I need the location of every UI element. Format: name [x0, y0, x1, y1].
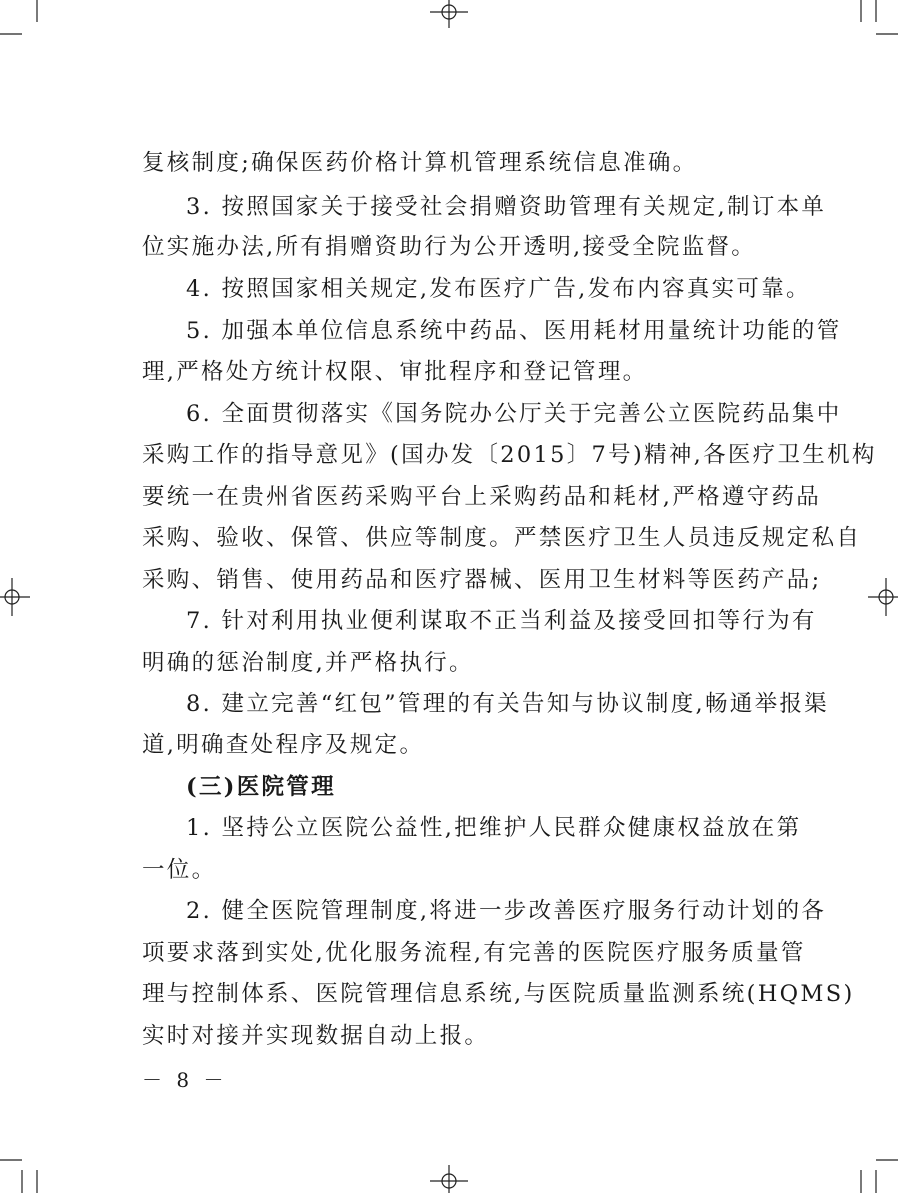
body-line: 项要求落到实处,优化服务流程,有完善的医院医疗服务质量管: [142, 940, 806, 966]
body-line: 一位。: [142, 857, 217, 883]
body-line: 复核制度;确保医药价格计算机管理系统信息准确。: [142, 150, 698, 176]
section-heading: (三)医院管理: [186, 774, 336, 800]
body-line: 1. 坚持公立医院公益性,把维护人民群众健康权益放在第: [186, 815, 802, 841]
body-line: 位实施办法,所有捐赠资助行为公开透明,接受全院监督。: [142, 234, 757, 260]
body-line: 采购工作的指导意见》(国办发〔2015〕7号)精神,各医疗卫生机构: [142, 442, 877, 468]
body-line: 6. 全面贯彻落实《国务院办公厅关于完善公立医院药品集中: [186, 401, 842, 427]
body-line: 7. 针对利用执业便利谋取不正当利益及接受回扣等行为有: [186, 608, 817, 634]
body-line: 3. 按照国家关于接受社会捐赠资助管理有关规定,制订本单: [186, 194, 827, 220]
body-line: 采购、销售、使用药品和医疗器械、医用卫生材料等医药产品;: [142, 567, 822, 593]
body-line: 要统一在贵州省医药采购平台上采购药品和耗材,严格遵守药品: [142, 484, 822, 510]
body-line: 4. 按照国家相关规定,发布医疗广告,发布内容真实可靠。: [186, 276, 811, 302]
body-line: 采购、验收、保管、供应等制度。严禁医疗卫生人员违反规定私自: [142, 525, 862, 551]
body-line: 道,明确查处程序及规定。: [142, 732, 425, 758]
body-line: 2. 健全医院管理制度,将进一步改善医疗服务行动计划的各: [186, 898, 827, 924]
page-number: － 8 －: [142, 1068, 228, 1092]
body-line: 8. 建立完善“红包”管理的有关告知与协议制度,畅通举报渠: [186, 691, 829, 717]
body-line: 5. 加强本单位信息系统中药品、医用耗材用量统计功能的管: [186, 318, 842, 344]
body-line: 明确的惩治制度,并严格执行。: [142, 650, 474, 676]
body-line: 实时对接并实现数据自动上报。: [142, 1023, 490, 1049]
body-line: 理,严格处方统计权限、审批程序和登记管理。: [142, 359, 648, 385]
body-line: 理与控制体系、医院管理信息系统,与医院质量监测系统(HQMS): [142, 981, 855, 1007]
